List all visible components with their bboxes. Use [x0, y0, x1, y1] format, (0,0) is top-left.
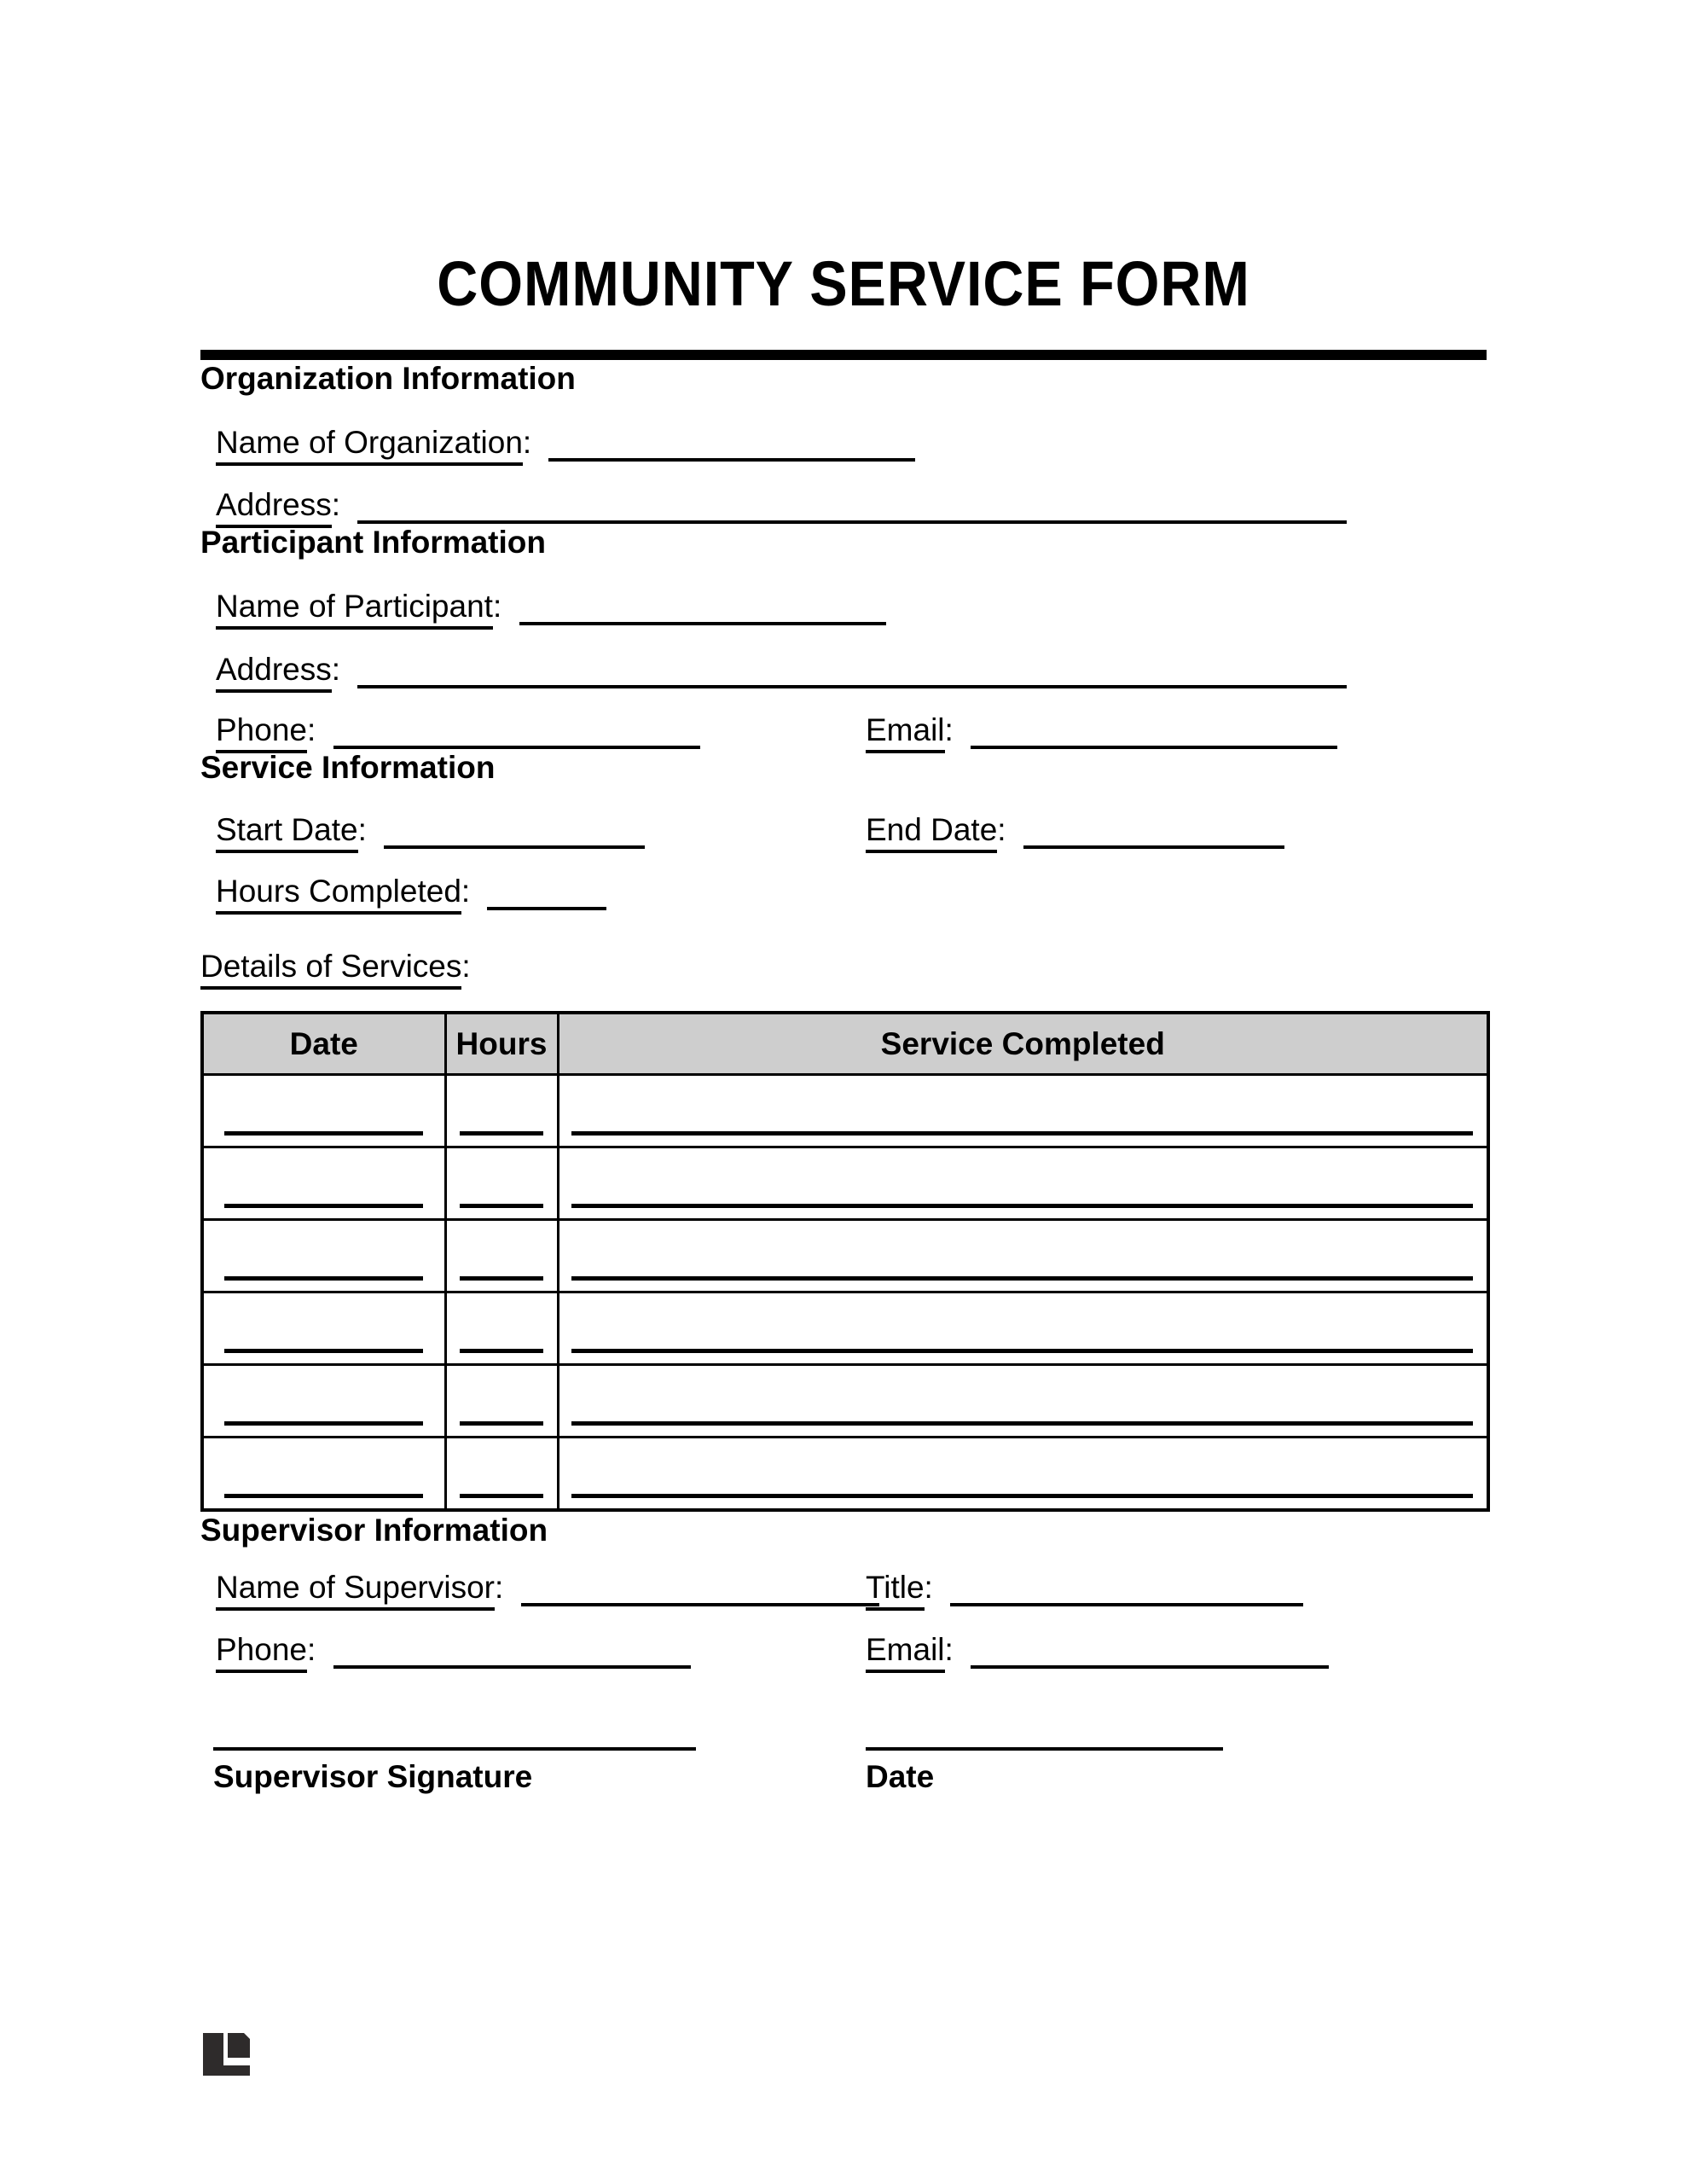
signature-date-field [866, 1747, 1223, 1796]
date-cell [202, 1438, 445, 1511]
legal-templates-logo-icon [203, 2033, 250, 2076]
service-blank [571, 1421, 1474, 1426]
services-table-header-row [202, 1013, 1488, 1075]
field-service-dates [216, 811, 1487, 849]
colon: : [461, 874, 471, 909]
hours-cell [445, 1075, 558, 1147]
date-blank [224, 1131, 423, 1136]
table-row [202, 1365, 1488, 1438]
date-cell [202, 1365, 445, 1438]
participant-phone-label-text: Phone [216, 712, 307, 753]
hours-completed-blank [487, 895, 606, 910]
supervisor-email-field [866, 1631, 1329, 1669]
colon: : [997, 812, 1006, 847]
page-title: COMMUNITY SERVICE FORM [437, 248, 1250, 319]
service-end-date-label-text: End Date [866, 812, 997, 853]
organization-name-label-text: Name of Organization [216, 425, 523, 466]
table-row [202, 1292, 1488, 1365]
hours-cell [445, 1220, 558, 1292]
field-participant-name [216, 588, 1487, 625]
table-row [202, 1147, 1488, 1220]
supervisor-name-label-text: Name of Supervisor [216, 1570, 495, 1611]
organization-address-label-text: Address [216, 487, 332, 528]
participant-email-label [866, 712, 954, 753]
date-cell [202, 1292, 445, 1365]
hours-blank [460, 1421, 543, 1426]
service-end-date-label [866, 812, 1006, 853]
hours-blank [460, 1131, 543, 1136]
hours-blank [460, 1276, 543, 1281]
table-row [202, 1438, 1488, 1511]
table-row [202, 1220, 1488, 1292]
hours-blank [460, 1349, 543, 1353]
service-start-date-label-text: Start Date [216, 812, 358, 853]
details-of-services-label-text: Details of Services [200, 949, 461, 990]
date-blank [224, 1204, 423, 1208]
hours-cell [445, 1438, 558, 1511]
date-blank [224, 1349, 423, 1353]
field-details-of-services [200, 948, 1487, 985]
supervisor-phone-label-text: Phone [216, 1632, 307, 1673]
participant-email-blank [971, 734, 1337, 749]
service-end-date-field [866, 811, 1284, 849]
supervisor-email-blank [971, 1653, 1329, 1669]
colon: : [461, 949, 471, 984]
colon: : [494, 1570, 504, 1605]
service-blank [571, 1349, 1474, 1353]
colon: : [944, 712, 954, 747]
colon: : [331, 652, 341, 687]
service-blank [571, 1276, 1474, 1281]
hours-blank [460, 1204, 543, 1208]
service-blank [571, 1204, 1474, 1208]
service-cell [558, 1365, 1488, 1438]
field-organization-name [216, 424, 1487, 462]
supervisor-title-blank [950, 1591, 1303, 1606]
service-blank [571, 1131, 1474, 1136]
field-organization-address [216, 486, 1487, 524]
supervisor-phone-blank [333, 1653, 691, 1669]
supervisor-name-label [216, 1570, 503, 1611]
title-divider-rule [200, 350, 1487, 360]
field-participant-address [216, 651, 1487, 688]
date-blank [224, 1494, 423, 1498]
details-of-services-label [200, 949, 471, 990]
service-cell [558, 1292, 1488, 1365]
supervisor-title-label-text: Title [866, 1570, 925, 1611]
supervisor-title-field [866, 1569, 1303, 1606]
service-cell [558, 1438, 1488, 1511]
date-cell [202, 1220, 445, 1292]
participant-name-blank [519, 610, 886, 625]
services-table-header-hours: Hours [445, 1013, 558, 1075]
colon: : [522, 425, 532, 460]
supervisor-signature-label: Supervisor Signature [213, 1759, 533, 1794]
signature-date-line [866, 1747, 1223, 1751]
organization-name-label [216, 425, 531, 466]
colon: : [357, 812, 367, 847]
supervisor-email-label [866, 1632, 954, 1673]
service-cell [558, 1220, 1488, 1292]
services-table [200, 1011, 1490, 1512]
hours-cell [445, 1147, 558, 1220]
service-start-date-blank [384, 834, 645, 849]
colon: : [331, 487, 341, 522]
colon: : [307, 1632, 316, 1667]
hours-completed-label-text: Hours Completed [216, 874, 461, 915]
supervisor-title-label [866, 1570, 933, 1611]
signature-date-label: Date [866, 1759, 935, 1794]
service-cell [558, 1147, 1488, 1220]
participant-name-label [216, 589, 501, 630]
field-hours-completed [216, 873, 1487, 910]
participant-address-label [216, 652, 340, 693]
service-start-date-label [216, 812, 367, 853]
participant-phone-label [216, 712, 316, 753]
services-table-header-date: Date [202, 1013, 445, 1075]
signature-block [200, 1747, 1487, 1850]
date-blank [224, 1421, 423, 1426]
supervisor-phone-label [216, 1632, 316, 1673]
date-cell [202, 1147, 445, 1220]
participant-address-blank [357, 673, 1347, 688]
service-section-heading: Service Information [200, 750, 496, 785]
hours-cell [445, 1365, 558, 1438]
colon: : [944, 1632, 954, 1667]
colon: : [924, 1570, 933, 1605]
colon: : [307, 712, 316, 747]
page-content [0, 248, 1687, 1850]
colon: : [492, 589, 502, 624]
participant-name-label-text: Name of Participant [216, 589, 493, 630]
field-participant-phone-email [216, 712, 1487, 749]
services-table-header-service: Service Completed [558, 1013, 1488, 1075]
supervisor-email-label-text: Email [866, 1632, 945, 1673]
organization-section-heading: Organization Information [200, 361, 576, 396]
supervisor-name-blank [521, 1591, 879, 1606]
service-blank [571, 1494, 1474, 1498]
participant-email-field [866, 712, 1337, 749]
hours-cell [445, 1292, 558, 1365]
table-row [202, 1075, 1488, 1147]
service-cell [558, 1075, 1488, 1147]
organization-address-label [216, 487, 340, 528]
hours-completed-label [216, 874, 470, 915]
hours-blank [460, 1494, 543, 1498]
supervisor-section-heading: Supervisor Information [200, 1513, 548, 1548]
supervisor-signature-line [213, 1747, 696, 1751]
participant-phone-blank [333, 734, 700, 749]
organization-address-blank [357, 508, 1347, 524]
date-blank [224, 1276, 423, 1281]
date-cell [202, 1075, 445, 1147]
participant-email-label-text: Email [866, 712, 945, 753]
organization-name-blank [548, 446, 915, 462]
field-supervisor-phone-email [216, 1631, 1487, 1669]
supervisor-signature-field [213, 1747, 696, 1796]
participant-address-label-text: Address [216, 652, 332, 693]
field-supervisor-name-title [216, 1569, 1487, 1606]
participant-section-heading: Participant Information [200, 525, 546, 560]
service-end-date-blank [1023, 834, 1284, 849]
